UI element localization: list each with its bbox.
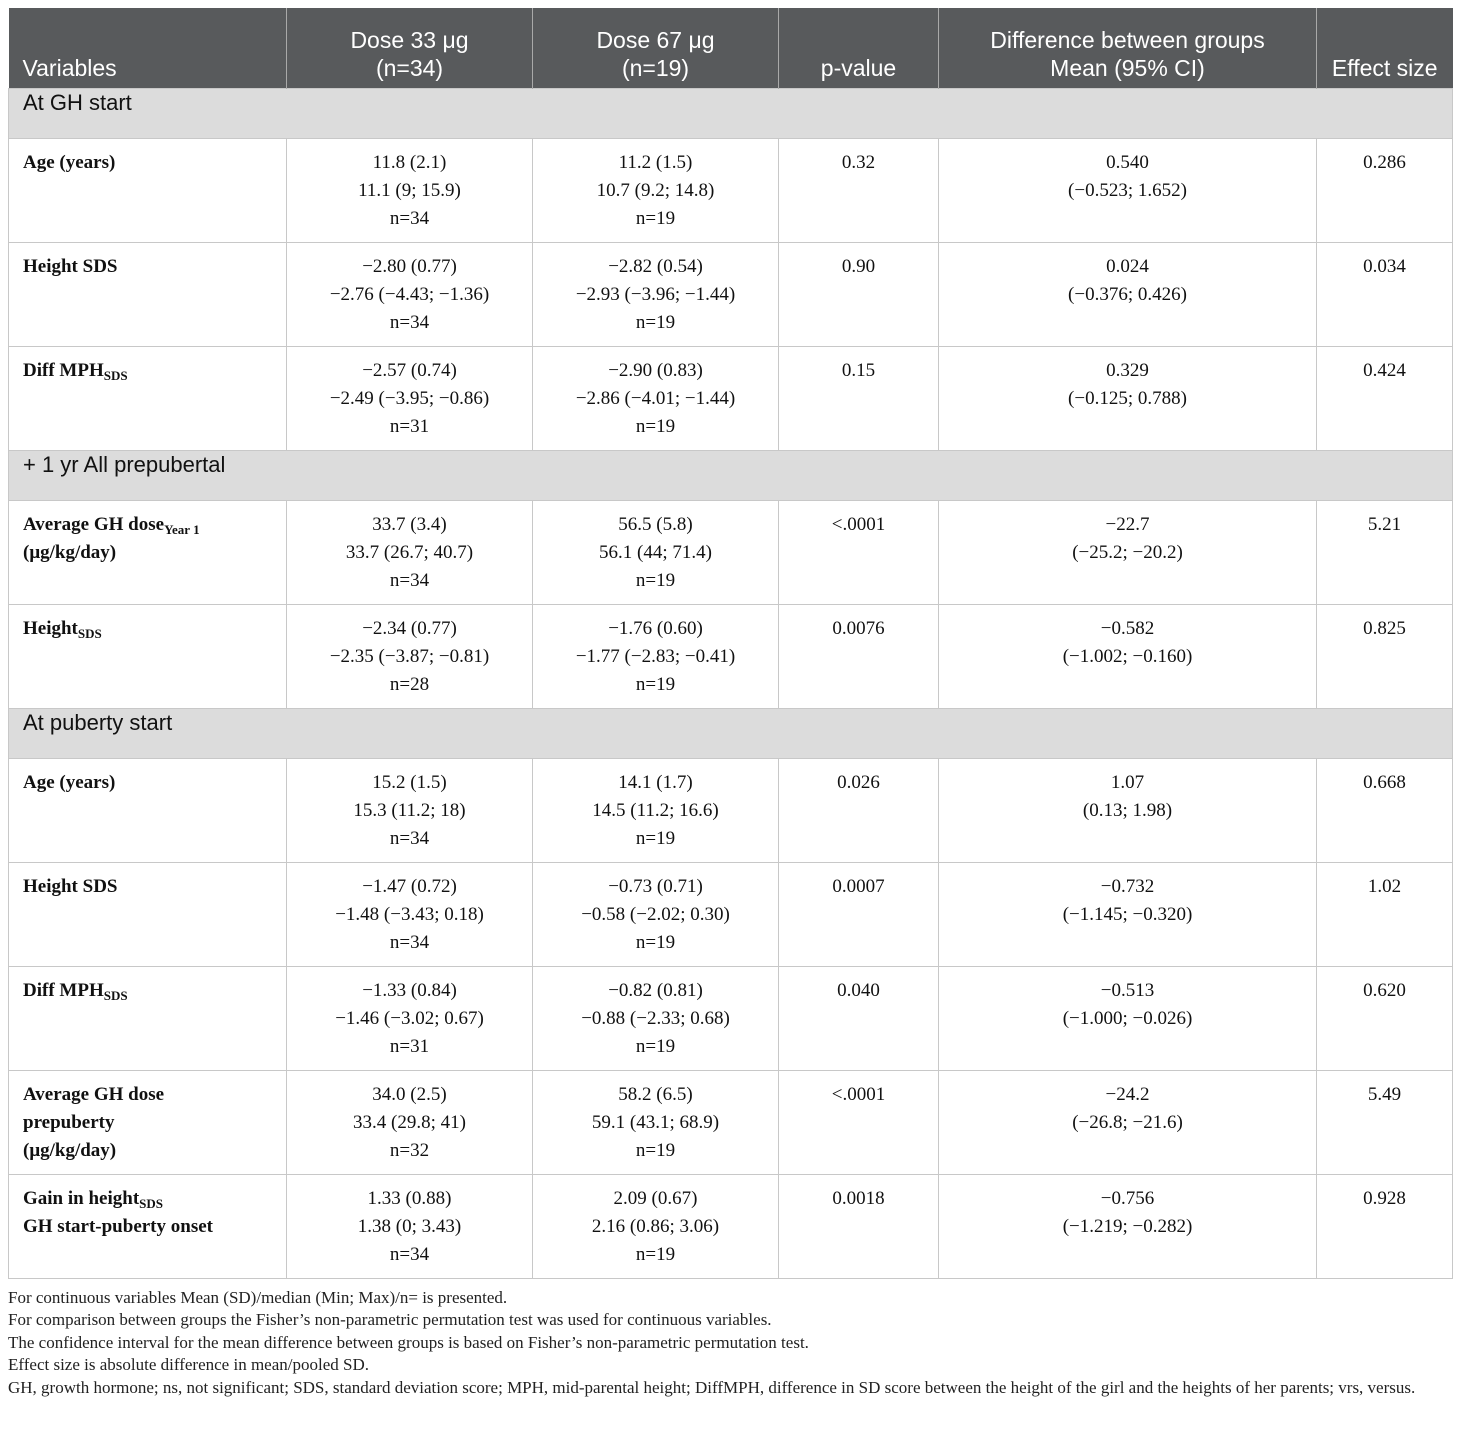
dose33-cell-line: −1.46 (−3.02; 0.67)	[335, 1007, 484, 1029]
dose33-cell-line: n=34	[389, 1243, 430, 1265]
table-body	[9, 88, 1453, 1278]
dose67-cell-line: n=19	[635, 931, 676, 953]
effect-size-cell: 0.034	[1317, 242, 1453, 346]
difference-cell	[939, 1070, 1317, 1174]
variable-cell	[9, 862, 287, 966]
variable-label	[23, 149, 272, 177]
dose67-cell	[533, 1070, 779, 1174]
difference-cell-line: 0.329	[1106, 359, 1149, 381]
dose33-cell-line: n=31	[389, 415, 430, 437]
dose33-cell-line: −1.47 (0.72)	[362, 875, 457, 897]
dose67-cell-line: n=19	[635, 673, 676, 695]
effect-size-cell: 0.928	[1317, 1174, 1453, 1278]
dose33-cell-line: −2.49 (−3.95; −0.86)	[329, 387, 490, 409]
dose67-cell-line: −0.58 (−2.02; 0.30)	[581, 903, 730, 925]
dose33-cell-line: n=28	[389, 673, 430, 695]
dose33-cell	[287, 604, 533, 708]
dose67-cell-line: −0.88 (−2.33; 0.68)	[581, 1007, 730, 1029]
dose67-cell-line: 56.5 (5.8)	[618, 513, 693, 535]
dose33-cell-line: −2.76 (−4.43; −1.36)	[329, 283, 490, 305]
dose67-cell	[533, 138, 779, 242]
dose33-cell-line: 34.0 (2.5)	[372, 1083, 447, 1105]
results-table	[8, 8, 1453, 1279]
col-header-dose33: Dose 33 μg (n=34)	[287, 8, 533, 88]
difference-cell-line: −22.7	[1105, 513, 1150, 535]
dose33-cell-line: −2.80 (0.77)	[362, 255, 457, 277]
variable-cell	[9, 604, 287, 708]
col-header-dose67: Dose 67 μg (n=19)	[533, 8, 779, 88]
effect-size-cell: 5.21	[1317, 500, 1453, 604]
variable-cell	[9, 138, 287, 242]
variable-label-line2: (μg/kg/day)	[23, 541, 117, 563]
dose67-cell-line: 14.1 (1.7)	[618, 771, 693, 793]
footnote: Effect size is absolute difference in mean/pooled SD.	[8, 1355, 369, 1374]
pvalue-cell: 0.026	[779, 758, 939, 862]
difference-cell	[939, 862, 1317, 966]
dose33-cell-line: 11.1 (9; 15.9)	[358, 179, 461, 201]
variable-label-line3: (μg/kg/day)	[23, 1139, 117, 1161]
variable-label	[23, 769, 272, 797]
dose67-cell-line: n=19	[635, 827, 676, 849]
variable-name: Height	[23, 617, 78, 639]
variable-name: Gain in height	[23, 1187, 140, 1209]
variable-name: Diff MPH	[23, 979, 104, 1001]
variable-label	[23, 357, 272, 385]
pvalue-cell: 0.32	[779, 138, 939, 242]
col-header-pvalue: p-value	[779, 8, 939, 88]
dose67-cell	[533, 500, 779, 604]
dose33-cell	[287, 862, 533, 966]
pvalue-cell: <.0001	[779, 1070, 939, 1174]
pvalue-cell: 0.0007	[779, 862, 939, 966]
pvalue-cell: 0.90	[779, 242, 939, 346]
pvalue-cell: 0.0018	[779, 1174, 939, 1278]
variable-cell	[9, 1070, 287, 1174]
dose33-cell-line: n=34	[389, 569, 430, 591]
difference-cell-line: (−1.002; −0.160)	[1062, 645, 1193, 667]
variable-cell	[9, 758, 287, 862]
pvalue-cell: 0.15	[779, 346, 939, 450]
effect-size-cell: 5.49	[1317, 1070, 1453, 1174]
header-row	[9, 8, 1453, 88]
difference-cell-line: (−1.219; −0.282)	[1062, 1215, 1193, 1237]
difference-cell-line: (−25.2; −20.2)	[1072, 541, 1183, 563]
variable-label	[23, 615, 272, 643]
dose33-cell	[287, 758, 533, 862]
dose33-cell	[287, 1174, 533, 1278]
difference-cell-line: 0.024	[1106, 255, 1149, 277]
difference-cell-line: (0.13; 1.98)	[1082, 799, 1173, 821]
table-row	[9, 758, 1453, 862]
effect-size-cell: 0.668	[1317, 758, 1453, 862]
difference-cell-line: (−1.145; −0.320)	[1062, 903, 1193, 925]
table-row	[9, 242, 1453, 346]
table-row	[9, 1070, 1453, 1174]
variable-name: Average GH dose	[23, 513, 165, 535]
table-row	[9, 604, 1453, 708]
variable-label	[23, 511, 272, 539]
dose67-cell-line: n=19	[635, 1035, 676, 1057]
dose67-cell-line: 11.2 (1.5)	[618, 151, 693, 173]
section-title: + 1 yr All prepubertal	[9, 450, 1453, 500]
variable-label-line2: prepuberty	[23, 1111, 115, 1133]
effect-size-cell: 0.286	[1317, 138, 1453, 242]
variable-label-line2: GH start-puberty onset	[23, 1215, 213, 1237]
variable-subscript: SDS	[139, 1195, 164, 1211]
difference-cell-line: (−26.8; −21.6)	[1072, 1111, 1183, 1133]
variable-label	[23, 1185, 272, 1213]
dose67-cell	[533, 1174, 779, 1278]
difference-cell	[939, 1174, 1317, 1278]
table-row	[9, 138, 1453, 242]
difference-cell-line: (−0.376; 0.426)	[1068, 283, 1187, 305]
difference-cell	[939, 604, 1317, 708]
dose67-cell	[533, 862, 779, 966]
difference-cell-line: −0.756	[1100, 1187, 1155, 1209]
dose67-cell	[533, 346, 779, 450]
table-row	[9, 346, 1453, 450]
variable-subscript: SDS	[103, 367, 128, 383]
dose33-cell-line: n=34	[389, 311, 430, 333]
variable-name: Age (years)	[23, 771, 116, 793]
dose33-cell-line: 15.2 (1.5)	[372, 771, 447, 793]
dose67-cell-line: n=19	[635, 311, 676, 333]
table-row	[9, 862, 1453, 966]
dose33-cell-line: −2.57 (0.74)	[362, 359, 457, 381]
dose67-cell-line: −2.90 (0.83)	[608, 359, 703, 381]
dose67-cell-line: n=19	[635, 569, 676, 591]
effect-size-cell: 0.424	[1317, 346, 1453, 450]
table-row	[9, 500, 1453, 604]
dose67-cell-line: −0.73 (0.71)	[608, 875, 703, 897]
pvalue-cell: 0.0076	[779, 604, 939, 708]
pvalue-cell: 0.040	[779, 966, 939, 1070]
col-header-effect-size: Effect size	[1317, 8, 1453, 88]
section-title: At GH start	[9, 88, 1453, 138]
dose33-cell-line: 15.3 (11.2; 18)	[353, 799, 466, 821]
difference-cell-line: (−0.125; 0.788)	[1068, 387, 1187, 409]
difference-cell	[939, 242, 1317, 346]
variable-name: Height SDS	[23, 875, 118, 897]
dose33-cell-line: n=31	[389, 1035, 430, 1057]
variable-name: Diff MPH	[23, 359, 104, 381]
difference-cell-line: 0.540	[1106, 151, 1149, 173]
footnote: For comparison between groups the Fisher’s non-parametric permutation test was used for continuous variables.	[8, 1310, 772, 1329]
dose67-cell-line: −1.76 (0.60)	[608, 617, 703, 639]
dose33-cell-line: −1.48 (−3.43; 0.18)	[335, 903, 484, 925]
dose67-cell-line: n=19	[635, 1243, 676, 1265]
footnote: The confidence interval for the mean difference between groups is based on Fisher’s non-parametric permutation test.	[8, 1332, 809, 1352]
variable-cell	[9, 500, 287, 604]
dose67-cell-line: −2.93 (−3.96; −1.44)	[575, 283, 736, 305]
effect-size-cell: 0.825	[1317, 604, 1453, 708]
table-row	[9, 1174, 1453, 1278]
difference-cell	[939, 500, 1317, 604]
difference-cell-line: −0.582	[1100, 617, 1155, 639]
dose33-cell-line: 1.38 (0; 3.43)	[357, 1215, 462, 1237]
difference-cell-line: (−1.000; −0.026)	[1062, 1007, 1193, 1029]
effect-size-cell: 0.620	[1317, 966, 1453, 1070]
dose67-cell-line: 2.09 (0.67)	[613, 1187, 698, 1209]
footnote: GH, growth hormone; ns, not significant; SDS, standard deviation score; MPH, mid-parental height; DiffMPH, difference in SD score between the height of the girl and the heights of her parents; vrs, versus.	[8, 1377, 1416, 1397]
footnotes	[8, 1287, 1452, 1400]
table-row	[9, 966, 1453, 1070]
effect-size-cell: 1.02	[1317, 862, 1453, 966]
variable-cell	[9, 1174, 287, 1278]
dose67-cell-line: 2.16 (0.86; 3.06)	[591, 1215, 720, 1237]
dose67-cell-line: n=19	[635, 207, 676, 229]
variable-subscript: SDS	[77, 625, 102, 641]
dose33-cell-line: 11.8 (2.1)	[372, 151, 447, 173]
difference-cell	[939, 966, 1317, 1070]
variable-cell	[9, 242, 287, 346]
dose33-cell	[287, 966, 533, 1070]
difference-cell-line: (−0.523; 1.652)	[1068, 179, 1187, 201]
table-container	[8, 8, 1452, 1399]
difference-cell	[939, 346, 1317, 450]
dose33-cell-line: n=34	[389, 207, 430, 229]
dose67-cell-line: 14.5 (11.2; 16.6)	[592, 799, 719, 821]
section-row	[9, 708, 1453, 758]
difference-cell-line: −0.513	[1100, 979, 1155, 1001]
variable-label	[23, 977, 272, 1005]
col-header-difference: Difference between groups Mean (95% CI)	[939, 8, 1317, 88]
dose67-cell-line: −2.86 (−4.01; −1.44)	[575, 387, 736, 409]
dose67-cell-line: n=19	[635, 1139, 676, 1161]
variable-subscript: Year 1	[164, 521, 200, 537]
dose67-cell	[533, 604, 779, 708]
section-title: At puberty start	[9, 708, 1453, 758]
dose67-cell-line: 59.1 (43.1; 68.9)	[591, 1111, 720, 1133]
difference-cell	[939, 758, 1317, 862]
footnote: For continuous variables Mean (SD)/median (Min; Max)/n= is presented.	[8, 1287, 508, 1307]
pvalue-cell: <.0001	[779, 500, 939, 604]
dose33-cell-line: 33.7 (26.7; 40.7)	[345, 541, 474, 563]
dose33-cell	[287, 346, 533, 450]
dose33-cell	[287, 138, 533, 242]
dose67-cell-line: −2.82 (0.54)	[608, 255, 703, 277]
variable-label	[23, 253, 272, 281]
dose67-cell-line: 58.2 (6.5)	[618, 1083, 693, 1105]
dose33-cell-line: n=34	[389, 931, 430, 953]
variable-name: Age (years)	[23, 151, 116, 173]
dose33-cell-line: n=34	[389, 827, 430, 849]
dose33-cell	[287, 242, 533, 346]
variable-label	[23, 1081, 272, 1109]
section-row	[9, 88, 1453, 138]
variable-name: Height SDS	[23, 255, 118, 277]
dose67-cell-line: 56.1 (44; 71.4)	[599, 541, 712, 563]
difference-cell-line: −0.732	[1100, 875, 1155, 897]
dose67-cell	[533, 758, 779, 862]
dose67-cell-line: 10.7 (9.2; 14.8)	[596, 179, 715, 201]
dose67-cell	[533, 966, 779, 1070]
dose67-cell-line: n=19	[635, 415, 676, 437]
dose33-cell-line: −2.35 (−3.87; −0.81)	[329, 645, 490, 667]
dose67-cell-line: −1.77 (−2.83; −0.41)	[575, 645, 736, 667]
dose33-cell	[287, 1070, 533, 1174]
dose33-cell-line: −2.34 (0.77)	[362, 617, 457, 639]
dose67-cell	[533, 242, 779, 346]
variable-label	[23, 873, 272, 901]
dose67-cell-line: −0.82 (0.81)	[608, 979, 703, 1001]
variable-cell	[9, 346, 287, 450]
dose33-cell-line: −1.33 (0.84)	[362, 979, 457, 1001]
dose33-cell	[287, 500, 533, 604]
difference-cell	[939, 138, 1317, 242]
difference-cell-line: −24.2	[1105, 1083, 1150, 1105]
variable-cell	[9, 966, 287, 1070]
difference-cell-line: 1.07	[1110, 771, 1145, 793]
variable-subscript: SDS	[103, 987, 128, 1003]
dose33-cell-line: 33.4 (29.8; 41)	[353, 1111, 466, 1133]
dose33-cell-line: n=32	[389, 1139, 430, 1161]
dose33-cell-line: 33.7 (3.4)	[372, 513, 447, 535]
col-header-variables: Variables	[9, 8, 287, 88]
section-row	[9, 450, 1453, 500]
dose33-cell-line: 1.33 (0.88)	[367, 1187, 452, 1209]
variable-name: Average GH dose	[23, 1083, 165, 1105]
